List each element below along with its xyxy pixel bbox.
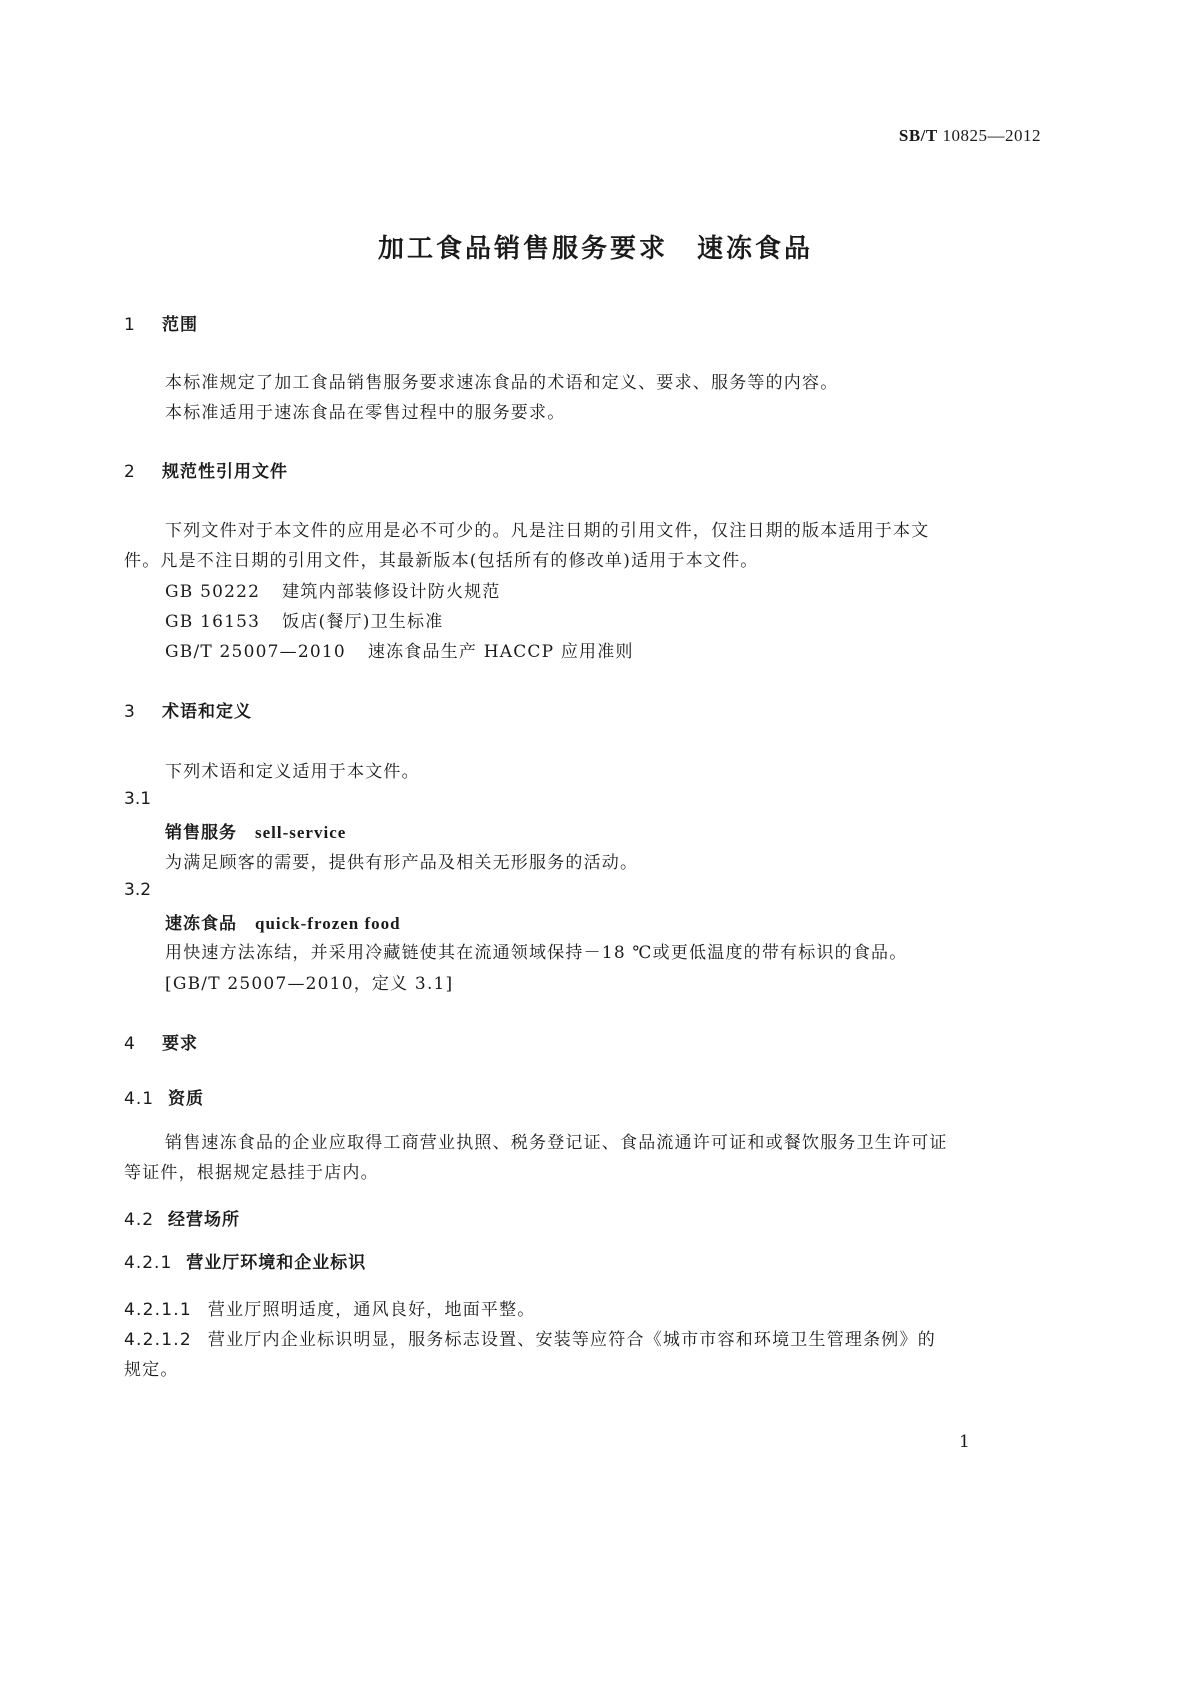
reference-code: GB 16153 (165, 612, 261, 632)
clause-4-2-1-2 (124, 1325, 936, 1350)
section-title: 范围 (162, 315, 198, 335)
term-number: 3.1 (124, 789, 152, 809)
clause-number: 4.2.1.1 (124, 1300, 192, 1320)
clause-4-2-1-1 (124, 1295, 536, 1320)
section-3-heading (124, 697, 252, 722)
reference-name: 饭店(餐厅)卫生标准 (282, 612, 444, 632)
section-4-heading (124, 1029, 198, 1054)
section-title: 术语和定义 (162, 702, 252, 722)
section-2-heading (124, 457, 288, 482)
normative-reference (165, 607, 443, 632)
section-1-heading (124, 310, 198, 335)
term-english: sell-service (255, 823, 347, 842)
term-definition: 用快速方法冻结，并采用冷藏链使其在流通领域保持－18 ℃或更低温度的带有标识的食品。 (165, 943, 908, 963)
reference-code: GB/T 25007—2010 (165, 642, 346, 662)
subsection-title: 营业厅环境和企业标识 (186, 1253, 367, 1273)
standard-number: 10825—2012 (942, 126, 1041, 145)
subsection-4-1-heading (124, 1084, 204, 1109)
normative-reference (165, 637, 634, 662)
term-english: quick-frozen food (255, 914, 401, 933)
reference-code: GB 50222 (165, 582, 261, 602)
paragraph-continued: 等证件，根据规定悬挂于店内。 (124, 1163, 379, 1183)
term-chinese: 销售服务 (165, 823, 237, 843)
reference-name: 速冻食品生产 HACCP 应用准则 (367, 642, 634, 662)
section-title: 规范性引用文件 (162, 462, 288, 482)
section-number: 3 (124, 702, 136, 722)
clause-number: 4.2.1.2 (124, 1330, 192, 1350)
subsection-title: 经营场所 (168, 1210, 241, 1230)
subsection-4-2-heading (124, 1205, 240, 1230)
reference-name: 建筑内部装修设计防火规范 (282, 582, 501, 602)
term-chinese: 速冻食品 (165, 914, 237, 934)
standard-code (899, 126, 1041, 146)
paragraph: 本标准规定了加工食品销售服务要求速冻食品的术语和定义、要求、服务等的内容。 (165, 373, 839, 393)
term-entry (165, 818, 346, 843)
section-number: 4 (124, 1034, 136, 1054)
term-entry (165, 909, 401, 934)
section-number: 2 (124, 462, 136, 482)
normative-reference (165, 577, 501, 602)
section-number: 1 (124, 315, 136, 335)
subsection-number: 4.2 (124, 1210, 155, 1230)
document-title: 加工食品销售服务要求 速冻食品 (377, 234, 813, 264)
paragraph-continued: 件。凡是不注日期的引用文件，其最新版本(包括所有的修改单)适用于本文件。 (124, 551, 759, 571)
clause-continued: 规定。 (124, 1360, 179, 1380)
paragraph: 销售速冻食品的企业应取得工商营业执照、税务登记证、食品流通许可证和或餐饮服务卫生许可证 (165, 1133, 948, 1153)
standard-prefix: SB/T (898, 126, 938, 145)
page-number: 1 (959, 1432, 970, 1452)
section-title: 要求 (162, 1034, 198, 1054)
paragraph: 下列文件对于本文件的应用是必不可少的。凡是注日期的引用文件，仅注日期的版本适用于本文 (165, 521, 930, 541)
subsection-number: 4.2.1 (124, 1253, 173, 1273)
clause-text: 营业厅照明适度，通风良好，地面平整。 (207, 1300, 536, 1320)
paragraph: 本标准适用于速冻食品在零售过程中的服务要求。 (165, 403, 566, 423)
subsection-title: 资质 (168, 1089, 205, 1109)
subsection-number: 4.1 (124, 1089, 155, 1109)
clause-text: 营业厅内企业标识明显，服务标志设置、安装等应符合《城市市容和环境卫生管理条例》的 (207, 1330, 936, 1350)
term-number: 3.2 (124, 880, 152, 900)
subsection-4-2-1-heading (124, 1248, 366, 1273)
term-definition: 为满足顾客的需要，提供有形产品及相关无形服务的活动。 (165, 853, 639, 873)
term-source: [GB/T 25007—2010，定义 3.1] (165, 974, 454, 994)
paragraph: 下列术语和定义适用于本文件。 (165, 762, 420, 782)
